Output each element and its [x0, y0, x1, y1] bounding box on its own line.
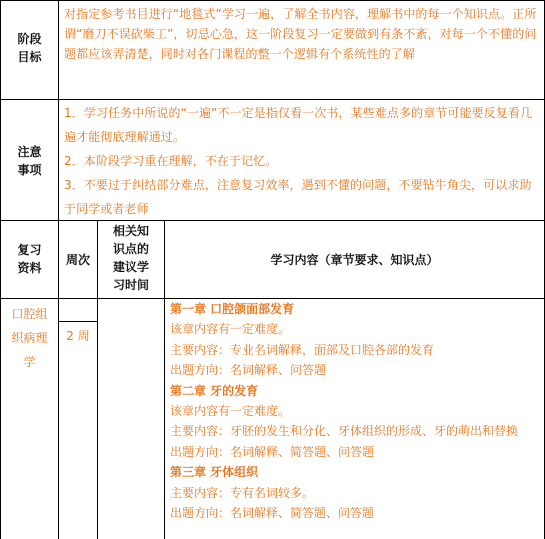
- table-border-top: [0, 0, 544, 1]
- notes-label: [1, 143, 58, 179]
- header-time-line: 习时间: [112, 278, 149, 292]
- chapter-line: 主要内容：专业名词解释，面部及口腔各部的发育: [170, 342, 435, 357]
- chapter-line: 出题方向：名词解释、简答题、问答题: [170, 444, 375, 459]
- stage-goal-label: [1, 30, 58, 66]
- header-weeks: 周次: [65, 253, 90, 267]
- chapter-title: 第三章 牙体组织: [170, 465, 259, 480]
- chapter-title: 第一章 口腔颌面部发育: [170, 302, 295, 316]
- header-content: 学习内容（章节要求、知识点）: [270, 253, 439, 267]
- header-materials-line: 资料: [17, 261, 42, 275]
- material-line: 口腔组: [11, 307, 48, 321]
- header-materials-line: 复习: [17, 243, 42, 257]
- material-cell: [1, 302, 58, 374]
- chapter-line: 该章内容有一定难度。: [170, 322, 291, 337]
- header-time-line: 相关知: [112, 224, 149, 238]
- week-cell: 2 周: [66, 329, 90, 343]
- stage-goal-paragraph: 对指定参考书目进行“地毯式”学习一遍，了解全书内容，理解书中的每一个知识点。正所谓“磨刀不误砍柴工”，切忌心急，这一阶段复习一定要做到有条不紊，对每一个不懂的问题都应该弄清楚，同时对各门课程的整一个逻辑有个系统性的了解: [64, 7, 537, 61]
- header-time-line: 建议学: [112, 260, 149, 274]
- notes-label-line: 事项: [17, 163, 42, 177]
- week-cell-divider: [59, 321, 97, 322]
- chapter-line: 出题方向：名词解释、问答题: [170, 363, 327, 378]
- chapter-line: 主要内容：专有名词较多。: [170, 485, 315, 500]
- note-item: 3．不要过于纠结部分难点，注意复习效率，遇到不懂的问题，不要钻牛角尖，可以求助于同学或者老师: [64, 178, 532, 216]
- note-item: 2．本阶段学习重在理解，不在于记忆。: [64, 154, 278, 168]
- chapter-title: 第二章 牙的发育: [170, 383, 259, 398]
- notes-list: [64, 101, 538, 221]
- content-cell: [170, 299, 540, 523]
- note-item: 1．学习任务中所说的“一遍”不一定是指仅看一次书，某些难点多的章节可能要反复看几遍才能彻底理解通过。: [64, 106, 533, 144]
- chapter-line: 主要内容：牙胚的发生和分化、牙体组织的形成、牙的萌出和替换: [170, 424, 519, 439]
- stage-goal-label-line: 阶段: [17, 32, 42, 46]
- stage-goal-label-line: 目标: [17, 50, 42, 64]
- header-time-line: 识点的: [112, 242, 149, 256]
- chapter-line: 出题方向：名词解释、简答题、问答题: [170, 506, 375, 521]
- header-materials: [1, 241, 58, 277]
- label-column-divider: [58, 0, 59, 539]
- row-divider-goal-notes: [0, 99, 544, 100]
- material-line: 学: [23, 355, 36, 369]
- notes-label-line: 注意: [17, 145, 42, 159]
- header-time: [98, 222, 164, 294]
- material-line: 织病理: [11, 331, 48, 345]
- stage-goal-text: [64, 4, 538, 64]
- chapter-line: 该章内容有一定难度。: [170, 404, 291, 419]
